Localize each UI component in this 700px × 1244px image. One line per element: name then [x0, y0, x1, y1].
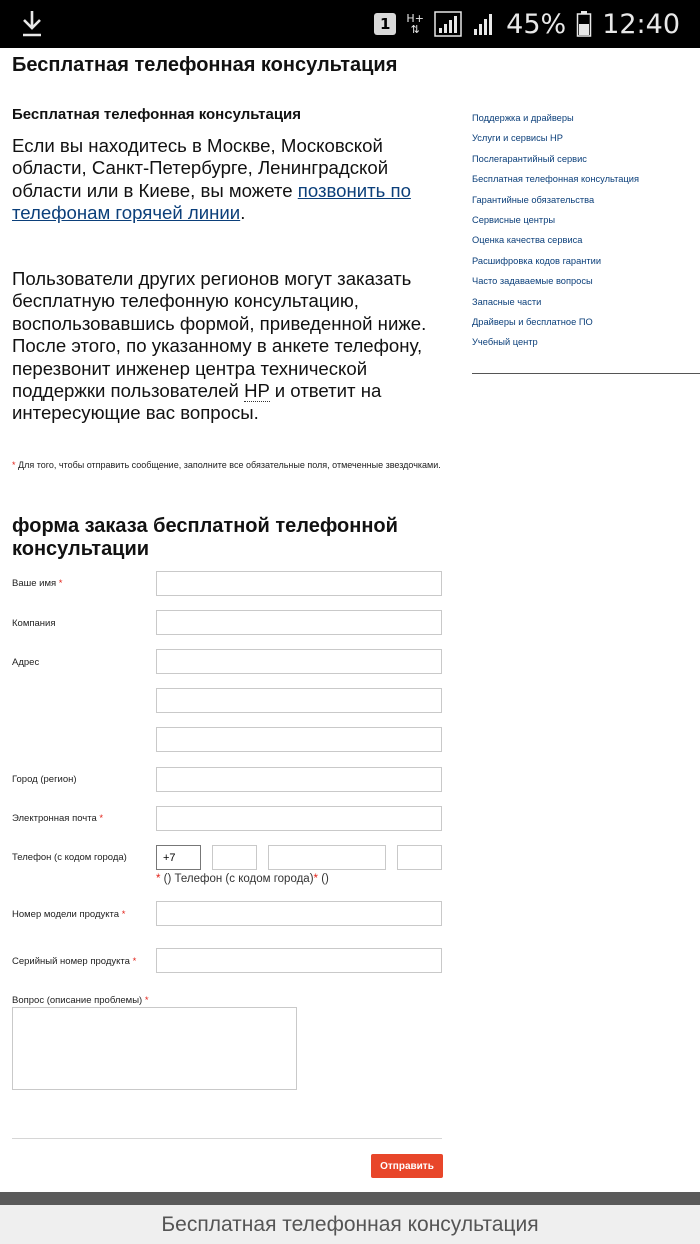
network-type-icon: H+ ⇅: [406, 12, 424, 36]
required-fields-note: * Для того, чтобы отправить сообщение, заполните все обязательные поля, отмеченные звездочками.: [12, 460, 441, 470]
address-line3-input[interactable]: [156, 727, 442, 752]
support-sidebar-nav: [472, 108, 700, 353]
question-label: Вопрос (описание проблемы) *: [12, 995, 149, 1006]
city-label: Город (регион): [12, 774, 77, 785]
sidebar-item-service-centers[interactable]: Сервисные центры: [472, 215, 556, 226]
sidebar-item-faq[interactable]: Часто задаваемые вопросы: [472, 276, 593, 287]
hotline-link[interactable]: позвонить по телефонам горячей линии: [12, 179, 411, 224]
sidebar-item-warranty-obligations[interactable]: Гарантийные обязательства: [472, 194, 595, 205]
sidebar-item-support-drivers[interactable]: Поддержка и драйверы: [472, 113, 574, 123]
email-label: Электронная почта *: [12, 813, 104, 824]
form-title: форма заказа бесплатной телефонной консультации: [12, 515, 398, 560]
regions-paragraph: Пользователи других регионов могут заказать бесплатную телефонную консультацию, воспользовавшись формой, приведенной ниже. После этого, по указанному в анкете телефону, перезвонит инженер центра технической поддержки пользователей HP и ответит на интересующие вас вопросы.: [12, 268, 427, 424]
address-label: Адрес: [12, 657, 40, 668]
required-star: *: [12, 460, 16, 470]
battery-icon: [576, 10, 592, 38]
phone-hint: * () Телефон (с кодом города)* (): [156, 873, 329, 885]
sidebar-item-drivers-free-software[interactable]: Драйверы и бесплатное ПО: [472, 317, 593, 328]
city-input[interactable]: [156, 767, 442, 792]
signal-sim1-icon: [434, 11, 462, 37]
phone-number-input[interactable]: [268, 845, 386, 870]
serial-number-input[interactable]: [156, 948, 442, 973]
status-right: [374, 0, 680, 48]
phone-label: Телефон (с кодом города): [12, 852, 127, 863]
company-input[interactable]: [156, 610, 442, 635]
sidebar-item-free-phone-consultation[interactable]: Бесплатная телефонная консультация: [472, 174, 639, 185]
clock: 12:40: [602, 8, 680, 40]
sidebar-item-warranty-codes[interactable]: Расшифровка кодов гарантии: [472, 255, 602, 266]
sidebar-item-spare-parts[interactable]: Запасные части: [472, 296, 542, 307]
submit-button[interactable]: Отправить: [371, 1154, 443, 1178]
phone-extension-input[interactable]: [397, 845, 442, 870]
battery-percent: 45%: [506, 8, 567, 40]
form-divider: [12, 1138, 442, 1139]
address-line2-input[interactable]: [156, 688, 442, 713]
phone-area-code-input[interactable]: [212, 845, 257, 870]
status-bar: [0, 0, 700, 48]
bottom-title-bar: Бесплатная телефонная консультация: [0, 1205, 700, 1244]
bottom-strip: [0, 1192, 700, 1205]
model-label: Номер модели продукта *: [12, 909, 126, 920]
name-input[interactable]: [156, 571, 442, 596]
serial-label: Серийный номер продукта *: [12, 956, 137, 967]
page-title: Бесплатная телефонная консультация: [12, 54, 398, 76]
address-line1-input[interactable]: [156, 649, 442, 674]
signal-sim2-icon: [472, 11, 496, 37]
question-textarea[interactable]: [12, 1007, 297, 1090]
intro-paragraph: Если вы находитесь в Москве, Московской области, Санкт-Петербурге, Ленинградской области или в Киеве, вы можете позвонить по телефонам горячей линии.: [12, 135, 411, 224]
download-icon: [18, 8, 46, 38]
hp-abbreviation: HP: [244, 380, 270, 402]
sidebar-item-service-quality[interactable]: Оценка качества сервиса: [472, 235, 583, 246]
name-label: Ваше имя *: [12, 578, 63, 589]
sidebar-item-hp-services[interactable]: Услуги и сервисы HP: [472, 133, 563, 144]
sim-slot-icon: 1: [374, 13, 396, 35]
email-input[interactable]: [156, 806, 442, 831]
sidebar-divider: [472, 373, 700, 374]
sidebar-item-training-center[interactable]: Учебный центр: [472, 337, 538, 348]
model-number-input[interactable]: [156, 901, 442, 926]
phone-country-code-input[interactable]: [156, 845, 201, 870]
sidebar-item-post-warranty[interactable]: Послегарантийный сервис: [472, 153, 587, 164]
section-subtitle: Бесплатная телефонная консультация: [12, 106, 302, 123]
company-label: Компания: [12, 618, 56, 629]
